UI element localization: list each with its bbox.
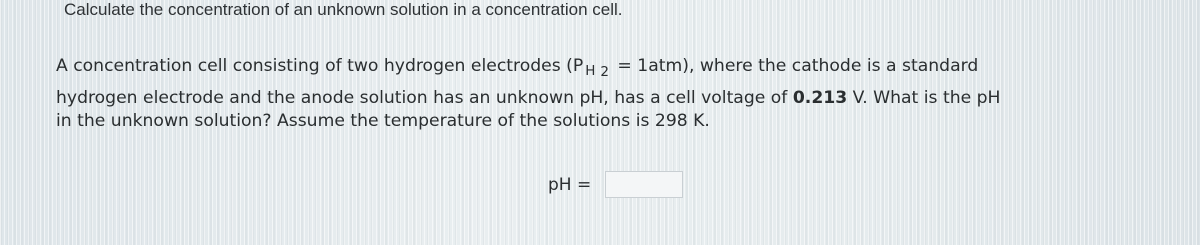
- problem-text: = 1atm), where the cathode is a standard: [617, 56, 979, 76]
- ph-answer-input[interactable]: [605, 171, 683, 198]
- problem-text: A concentration cell consisting of two hydrogen electrodes (P: [56, 56, 584, 76]
- problem-statement: [56, 51, 1166, 133]
- ph-answer-label: pH =: [548, 174, 592, 195]
- answer-row: [548, 171, 683, 198]
- subscript-h: H: [585, 63, 599, 79]
- subscript-2: 2: [600, 64, 612, 80]
- problem-line-1: [56, 51, 1166, 87]
- question-header: Calculate the concentration of an unknown solution in a concentration cell.: [64, 0, 623, 19]
- cell-voltage-value: 0.213: [792, 88, 848, 108]
- problem-line-2: [56, 87, 1166, 110]
- problem-text: hydrogen electrode and the anode solution has an unknown pH, has a cell voltage of: [56, 88, 793, 108]
- problem-text: V. What is the pH: [847, 88, 1001, 108]
- problem-line-3: in the unknown solution? Assume the temperature of the solutions is 298 K.: [56, 111, 710, 131]
